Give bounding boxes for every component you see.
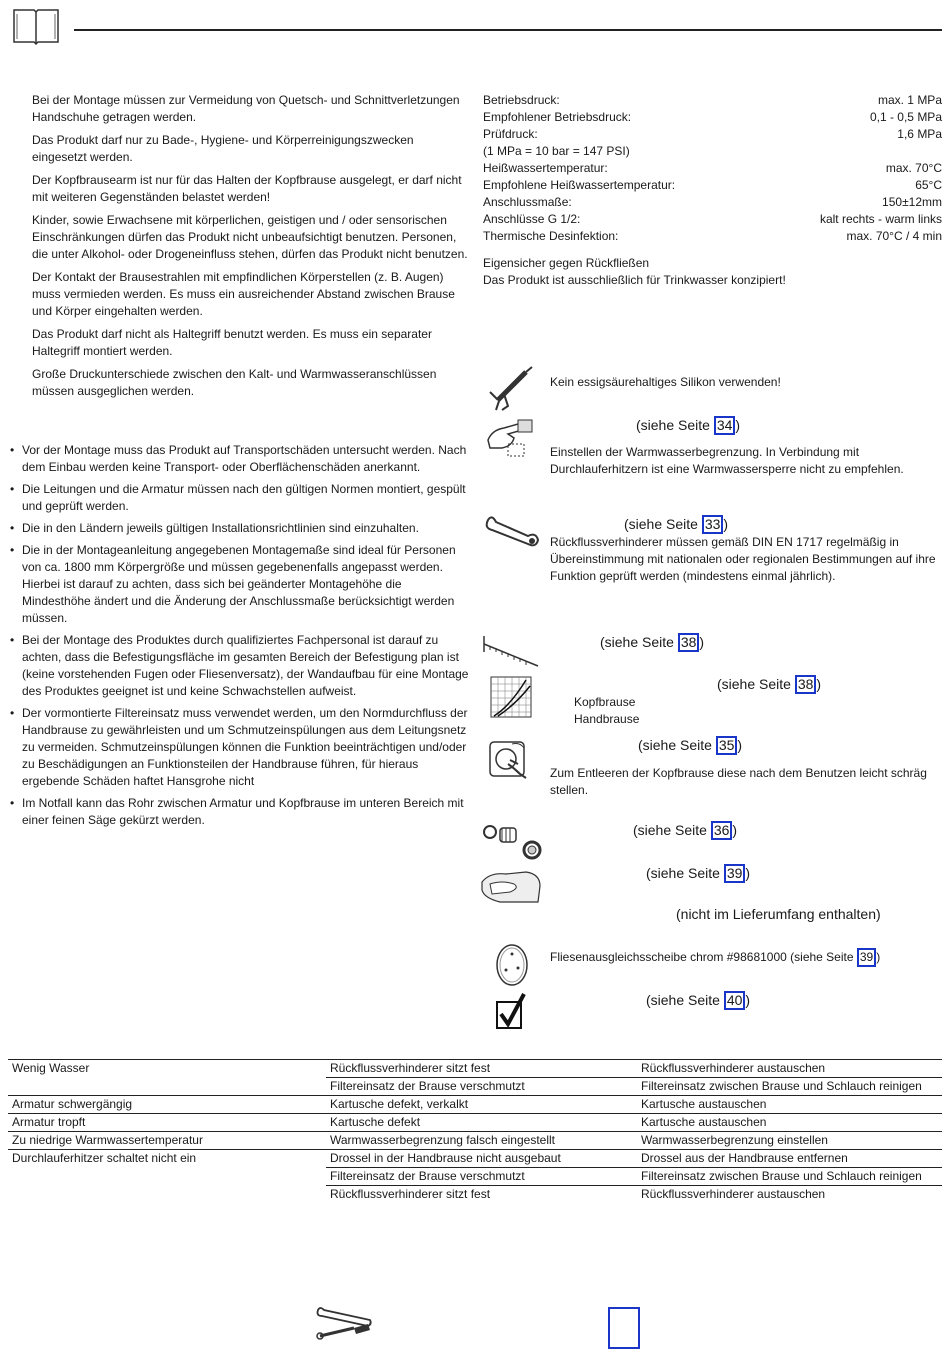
spec-label: Thermische Desinfektion: (483, 229, 619, 243)
spec-value: max. 1 MPa (877, 93, 942, 107)
list-item: • Die Leitungen und die Armatur müssen nach den gültigen Normen montiert, gespült und geprüft werden. (8, 481, 470, 515)
cleaning-page-ref (646, 864, 750, 883)
safety-paragraph: Das Produkt darf nur zu Bade-, Hygiene- und Körperreinigungszwecken eingesetzt werden. (32, 133, 414, 164)
remedy-cell: Rückflussverhinderer austauschen (637, 1186, 942, 1204)
handling-text: Zum Entleeren der Kopfbrause diese nach dem Benutzen leicht schräg stellen. (550, 766, 927, 797)
spec-label: Empfohlene Heißwassertemperatur: (483, 178, 676, 192)
cause-cell: Filtereinsatz der Brause verschmutzt (326, 1078, 637, 1096)
cause-cell: Drossel in der Handbrause nicht ausgebaut (326, 1150, 637, 1168)
safety-notes (32, 92, 470, 406)
remedy-cell: Filtereinsatz zwischen Brause und Schlauch reinigen (637, 1168, 942, 1186)
temperature-page-ref (636, 416, 740, 435)
spec-value: max. 70°C (885, 161, 942, 175)
safety-paragraph: Bei der Montage müssen zur Vermeidung von Quetsch- und Schnittverletzungen Handschuhe getragen werden. (32, 93, 460, 124)
cause-cell: Kartusche defekt, verkalkt (326, 1096, 637, 1114)
page-link-35[interactable]: 35 (716, 736, 738, 755)
ref-prefix: (siehe Seite (633, 822, 711, 838)
ref-prefix: (siehe Seite (636, 417, 714, 433)
spec-row (483, 143, 942, 160)
temperature-text: Einstellen der Warmwasserbegrenzung. In Verbindung mit Durchlauferhitzern ist eine Warmwassersperre nicht zu empfehlen. (550, 445, 904, 476)
page-link-38[interactable]: 38 (678, 633, 700, 652)
page-link-39[interactable]: 39 (724, 864, 746, 883)
flow-page-ref (717, 675, 821, 694)
spec-note: Eigensicher gegen Rückfließen (483, 256, 650, 270)
safety-paragraph: Der Kopfbrausearm ist nur für das Halten der Kopfbrause ausgelegt, er darf nicht mit weiteren Gegenständen belastet werden! (32, 173, 462, 204)
ref-prefix: (siehe Seite (638, 737, 716, 753)
table-row (8, 1114, 942, 1132)
spec-value: 65°C (915, 178, 942, 192)
spec-row (483, 194, 942, 211)
tile-disc-text (550, 948, 942, 967)
safety-paragraph: Große Druckunterschiede zwischen den Kalt- und Warmwasseranschlüssen müssen ausgeglichen werden. (32, 367, 437, 398)
problem-cell: Durchlauferhitzer schaltet nicht ein (8, 1150, 326, 1168)
ref-suffix: ) (737, 737, 743, 753)
tile-disc-icon (492, 940, 532, 990)
ref-suffix: ) (745, 865, 751, 881)
ref-prefix: (siehe Seite (646, 992, 724, 1008)
problem-cell: Zu niedrige Warmwassertemperatur (8, 1132, 326, 1150)
table-row (8, 1060, 942, 1078)
table-row (8, 1186, 942, 1204)
spec-note: Das Produkt ist ausschließlich für Trinkwasser konzipiert! (483, 273, 786, 287)
remedy-cell: Drossel aus der Handbrause entfernen (637, 1150, 942, 1168)
ref-prefix: (siehe Seite (600, 634, 678, 650)
service-page-ref (624, 515, 728, 534)
ref-prefix: (siehe Seite (624, 516, 702, 532)
ref-suffix: ) (735, 417, 741, 433)
ref-prefix: (siehe Seite (717, 676, 795, 692)
remedy-cell: Rückflussverhinderer austauschen (637, 1060, 942, 1078)
flow-chart-icon (490, 676, 532, 718)
checkbox-tick-icon (494, 992, 528, 1032)
page-link-39[interactable]: 39 (857, 948, 876, 967)
header-rule (74, 29, 942, 31)
service-text: Rückflussverhinderer müssen gemäß DIN EN 1717 regelmäßig in Übereinstimmung mit nationalen oder regionalen Bestimmungen auf ihre Funktion geprüft werden (mindestens einmal jährlich). (550, 535, 936, 583)
ref-suffix: ) (876, 950, 881, 964)
cause-cell: Rückflussverhinderer sitzt fest (326, 1186, 637, 1204)
spec-row (483, 109, 942, 126)
silicone-warning: Kein essigsäurehaltiges Silikon verwenden! (550, 375, 781, 389)
technical-data (483, 92, 942, 289)
table-row (8, 1168, 942, 1186)
problem-cell: Armatur tropft (8, 1114, 326, 1132)
page-link-34[interactable]: 34 (714, 416, 736, 435)
cause-cell: Kartusche defekt (326, 1114, 637, 1132)
list-item: • Im Notfall kann das Rohr zwischen Armatur und Kopfbrause im unteren Bereich mit einer feinen Säge gekürzt werden. (8, 795, 470, 829)
cause-cell: Rückflussverhinderer sitzt fest (326, 1060, 637, 1078)
tools-icon (314, 1306, 374, 1342)
spec-label: Anschlüsse G 1/2: (483, 212, 581, 226)
spec-label: (1 MPa = 10 bar = 147 PSI) (483, 144, 630, 158)
flow-item: Handbrause (574, 712, 640, 726)
spec-label: Empfohlener Betriebsdruck: (483, 110, 632, 124)
parts-page-ref (633, 821, 737, 840)
spec-row (483, 211, 942, 228)
spec-label: Heißwassertemperatur: (483, 161, 608, 175)
ref-suffix: ) (816, 676, 822, 692)
table-row (8, 1132, 942, 1150)
troubleshooting-table (8, 1059, 942, 1203)
not-included-note: (nicht im Lieferumfang enthalten) (676, 906, 881, 922)
spec-row (483, 228, 942, 245)
spec-row (483, 92, 942, 109)
ref-suffix: ) (723, 516, 729, 532)
test-page-ref (646, 991, 750, 1010)
ref-suffix: ) (745, 992, 751, 1008)
wrench-icon (482, 514, 542, 554)
page-number-box[interactable] (608, 1307, 640, 1349)
ref-suffix: ) (699, 634, 705, 650)
spec-value: kalt rechts - warm links (819, 212, 942, 226)
list-item: • Die in den Ländern jeweils gültigen Installationsrichtlinien sind einzuhalten. (8, 520, 470, 537)
table-row (8, 1150, 942, 1168)
remedy-cell: Kartusche austauschen (637, 1114, 942, 1132)
spec-row (483, 177, 942, 194)
problem-cell: Armatur schwergängig (8, 1096, 326, 1114)
spec-label: Betriebsdruck: (483, 93, 560, 107)
handling-page-ref (638, 736, 742, 755)
spec-value: 0,1 - 0,5 MPa (869, 110, 942, 124)
safety-paragraph: Kinder, sowie Erwachsene mit körperlichen, geistigen und / oder sensorischen Einschränkungen dürfen das Produkt nicht unbeaufsichtigt benutzen. Personen, die unter Alkohol- oder Drogeneinfluss stehen, dürfen das Produkt nicht benutzen. (32, 213, 468, 261)
remedy-cell: Kartusche austauschen (637, 1096, 942, 1114)
problem-cell (8, 1078, 326, 1096)
list-item: • Der vormontierte Filtereinsatz muss verwendet werden, um den Normdurchfluss der Handbrause zu gewährleisten und um Schmutzeinspülungen aus dem Leitungsnetz zu vermeiden. Schmutzeinspülungen können die Funktion beeinträchtigen und/oder zu Beschädigungen an Funktionsteilen der Handbrause führen, für hieraus ergebende Schäden haftet Hansgrohe nicht (8, 705, 470, 790)
flow-item: Kopfbrause (574, 695, 636, 709)
parts-icon (482, 822, 542, 860)
cause-cell: Warmwasserbegrenzung falsch eingestellt (326, 1132, 637, 1150)
safety-paragraph: Der Kontakt der Brausestrahlen mit empfindlichen Körperstellen (z. B. Augen) muss vermieden werden. Es muss ein ausreichender Abstand zwischen Brause und Körper eingehalten werden. (32, 270, 455, 318)
ref-prefix: (siehe Seite (646, 865, 724, 881)
problem-cell: Wenig Wasser (8, 1060, 326, 1078)
spec-row (483, 126, 942, 143)
page-link-40[interactable]: 40 (724, 991, 746, 1010)
spec-row (483, 160, 942, 177)
spec-label: Anschlussmaße: (483, 195, 572, 209)
spec-value: 1,6 MPa (897, 127, 942, 141)
ref-suffix: ) (732, 822, 738, 838)
tile-text: Fliesenausgleichsscheibe chrom #98681000 (siehe Seite (550, 950, 857, 964)
table-row (8, 1078, 942, 1096)
cleaning-hand-icon (480, 862, 544, 906)
book-icon (12, 6, 60, 46)
page-link-38[interactable]: 38 (795, 675, 817, 694)
list-item: • Bei der Montage des Produktes durch qualifiziertes Fachpersonal ist darauf zu achten, dass die Befestigungsfläche im gesamten Bereich der Befestigung plan ist (keine vorstehenden Fugen oder Fliesenversatz), der Wandaufbau für eine Montage des Produktes geeignet ist und keine Schwachstellen aufweist. (8, 632, 470, 700)
page-link-33[interactable]: 33 (702, 515, 724, 534)
safety-paragraph: Das Produkt darf nicht als Haltegriff benutzt werden. Es muss ein separater Haltegriff montiert werden. (32, 327, 432, 358)
list-item: • Vor der Montage muss das Produkt auf Transportschäden untersucht werden. Nach dem Einbau werden keine Transport- oder Oberflächenschäden anerkannt. (8, 442, 470, 476)
problem-cell (8, 1186, 326, 1204)
spec-value: 150±12mm (882, 195, 942, 209)
silicone-gun-icon (486, 364, 536, 414)
dimensions-ruler-icon (482, 632, 542, 670)
dimensions-page-ref (600, 633, 704, 652)
table-row (8, 1096, 942, 1114)
problem-cell (8, 1168, 326, 1186)
cause-cell: Filtereinsatz der Brause verschmutzt (326, 1168, 637, 1186)
hand-turn-icon (484, 738, 532, 780)
page-link-36[interactable]: 36 (711, 821, 733, 840)
list-item: • Die in der Montageanleitung angegebenen Montagemaße sind ideal für Personen von ca. 1800 mm Körpergröße und müssen gegebenenfalls angepasst werden. Hierbei ist darauf zu achten, dass sich bei geänderter Montagehöhe die Mindesthöhe ändert und die Änderung der Anschlussmaße berücksichtigt werden müssen. (8, 542, 470, 627)
spec-value: max. 70°C / 4 min (846, 229, 942, 243)
installation-notes (8, 442, 470, 834)
hand-hot-water-icon (484, 416, 534, 458)
spec-label: Prüfdruck: (483, 127, 538, 141)
remedy-cell: Warmwasserbegrenzung einstellen (637, 1132, 942, 1150)
remedy-cell: Filtereinsatz zwischen Brause und Schlauch reinigen (637, 1078, 942, 1096)
